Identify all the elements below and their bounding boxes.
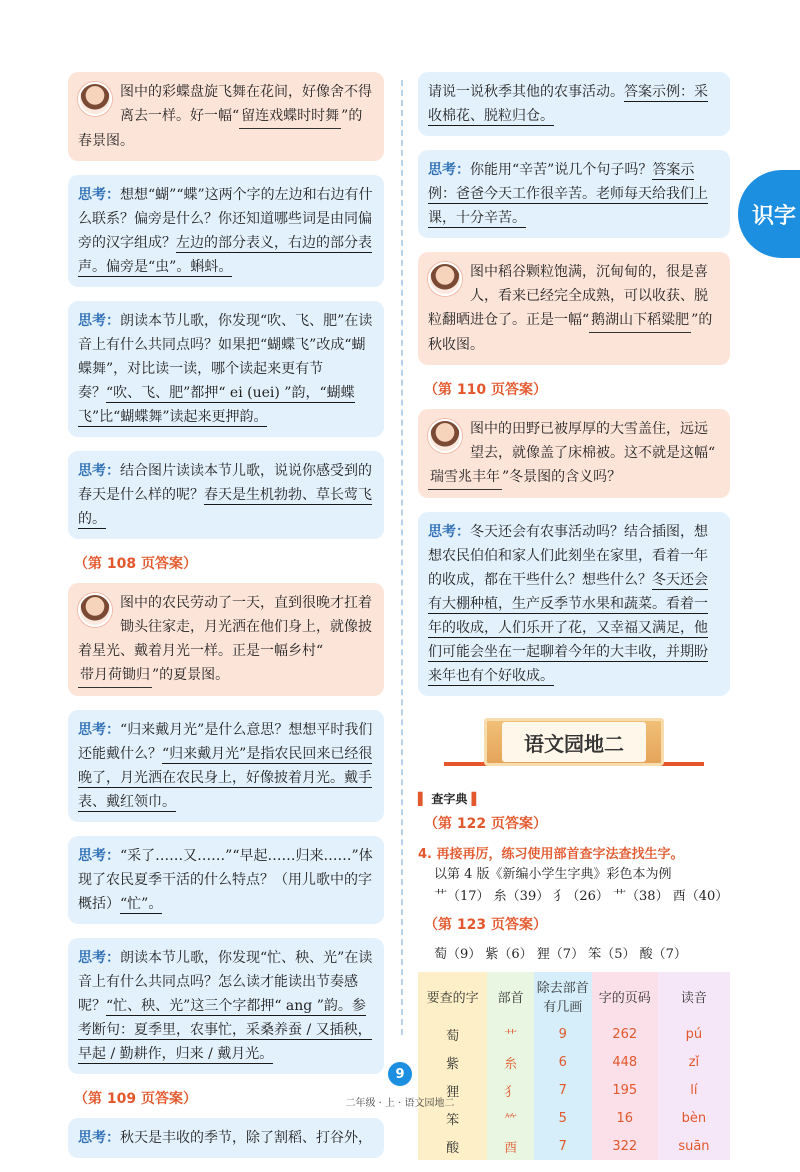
- table-header: 要查的字: [418, 972, 487, 1020]
- think-box: 思考：“归来戴月光”是什么意思？想想平时我们还能戴什么？“归来戴月光”是指农民回来已经很晚了，月光洒在农民身上，好像披着月光。戴手表、戴红领巾。: [68, 710, 384, 822]
- picture-note: 图中的田野已被厚厚的大雪盖住，远远望去，就像盖了床棉被。这不就是这幅“瑞雪兆丰年 ”冬景图的含义吗？: [418, 409, 730, 498]
- right-column: [418, 72, 730, 1160]
- marker-icon: ▌: [418, 792, 428, 806]
- radical-pages: 艹（17） 糸（39） 犭（26） 艹（38） 酉（40）: [434, 889, 729, 904]
- answer-text: “归来戴月光”是指农民回来已经很晚了，月光洒在农民身上，好像披着月光。戴手表、戴红领巾。: [78, 746, 373, 810]
- page-answer-heading: （第 122 页答案）: [424, 816, 547, 832]
- marker-icon: ▌: [471, 792, 481, 806]
- table-header: 字的页码: [592, 972, 658, 1020]
- exercise-title: 4. 再接再厉，练习使用部首查字法查找生字。: [418, 847, 684, 862]
- answer-text: “吹、飞、肥”都押“ ei (uei) ”韵，“蝴蝶飞”比“蝴蝶舞”读起来更押韵。: [78, 385, 355, 425]
- answer-text: 春天是生机勃勃、草长莺飞的。: [78, 487, 372, 527]
- lookup-table: [418, 972, 730, 1160]
- table-row: 狸 犭 7 195 lí: [418, 1076, 730, 1104]
- think-box: 思考：冬天还会有农事活动吗？结合插图，想想农民伯伯和家人们此刻坐在家里，看着一年的收成，都在干些什么？想些什么？冬天还会有大棚种植，生产反季节水果和蔬菜。看着一年的收成，人们乐开了花，又幸福又满足，他们可能会坐在一起聊着今年的大丰收，并期盼来年也有个好收成。: [418, 512, 730, 696]
- answer-text: “忙、秧、光”这三个字都押“ ang ”韵。参考断句：夏季里，农事忙，采桑养蚕 / 又插秧，早起 / 勤耕作，归来 / 戴月光。: [78, 998, 372, 1062]
- think-box: 思考：朗读本节儿歌，你发现“吹、飞、肥”在读音上有什么共同点吗？如果把“蝴蝶飞”改成“蝴蝶舞”，对比读一读，哪个读起来更有节奏？“吹、飞、肥”都押“ ei (uei) ”韵，“蝴蝶飞”比“蝴蝶舞”读起来更押韵。: [68, 301, 384, 437]
- think-box: 思考：秋天是丰收的季节，除了割稻、打谷外，: [68, 1118, 384, 1158]
- table-row: 萄 艹 9 262 pú: [418, 1020, 730, 1048]
- answer-text: 冬天还会有大棚种植，生产反季节水果和蔬菜。看着一年的收成，人们乐开了花，又幸福又满足，他们可能会坐在一起聊着今年的大丰收，并期盼来年也有个好收成。: [428, 572, 708, 684]
- think-box: 思考：“采了……又……”“早起……归来……”体现了农民夏季干活的什么特点？（用儿歌中的字概括）“忙”。: [68, 836, 384, 924]
- girl-avatar-icon: [428, 262, 462, 296]
- picture-note: 图中稻谷颗粒饱满，沉甸甸的，很是喜人，看来已经完全成熟，可以收获、脱粒翻晒进仓了。正是一幅“ 鹅湖山下稻粱肥 ”的秋收图。: [418, 252, 730, 365]
- table-row: 笨 ⺮ 5 16 bèn: [418, 1104, 730, 1132]
- page-answer-heading: （第 110 页答案）: [424, 382, 547, 398]
- page-answer-heading: （第 108 页答案）: [74, 556, 197, 572]
- think-box: 请说一说秋季其他的农事活动。答案示例：采收棉花、脱粒归仓。: [418, 72, 730, 136]
- page-answer-heading: （第 109 页答案）: [74, 1091, 197, 1107]
- section-tab[interactable]: 识字: [738, 170, 800, 258]
- think-box: 思考：朗读本节儿歌，你发现“忙、秧、光”在读音上有什么共同点吗？怎么读才能读出节奏感呢？“忙、秧、光”这三个字都押“ ang ”韵。参考断句：夏季里，农事忙，采桑养蚕 / 又插秧，早起 / 勤耕作，归来 / 戴月光。: [68, 938, 384, 1074]
- page-answer-heading: （第 123 页答案）: [424, 917, 547, 933]
- table-header: 除去部首有几画: [534, 972, 592, 1020]
- table-header: 读音: [658, 972, 730, 1020]
- character-strokes: 萄（9） 紫（6） 狸（7） 笨（5） 酸（7）: [434, 947, 687, 962]
- page-caption: 二年级 · 上 · 语文园地二: [345, 1098, 455, 1109]
- column-divider: [401, 80, 403, 1035]
- think-box: 思考：结合图片读读本节儿歌，说说你感受到的春天是什么样的呢？春天是生机勃勃、草长莺飞的。: [68, 451, 384, 539]
- picture-note: 图中的农民劳动了一天，直到很晚才扛着锄头往家走，月光洒在他们身上，就像披着星光、戴着月光一样。正是一幅乡村“带月荷锄归 ”的夏景图。: [68, 583, 384, 696]
- dictionary-note: 以第 4 版《新编小学生字典》彩色本为例: [434, 867, 672, 882]
- girl-avatar-icon: [78, 593, 112, 627]
- answer-text: 答案示例：采收棉花、脱粒归仓。: [428, 84, 708, 124]
- girl-avatar-icon: [78, 82, 112, 116]
- think-box: 思考：你能用“辛苦”说几个句子吗？答案示例：爸爸今天工作很辛苦。老师每天给我们上课，十分辛苦。: [418, 150, 730, 238]
- answer-blank: 带月荷锄归: [78, 663, 152, 688]
- table-header: 部首: [487, 972, 533, 1020]
- subsection-title: ▌ 查字典 ▌: [418, 792, 481, 806]
- answer-blank: 鹅湖山下稻粱肥: [589, 308, 691, 333]
- table-row: 紫 糸 6 448 zǐ: [418, 1048, 730, 1076]
- girl-avatar-icon: [428, 419, 462, 453]
- section-banner: [484, 718, 664, 766]
- picture-note: 图中的彩蝶盘旋飞舞在花间，好像舍不得离去一样。好一幅“ 留连戏蝶时时舞 ”的春景图。: [68, 72, 384, 161]
- table-row: 酸 酉 7 322 suān: [418, 1132, 730, 1160]
- answer-text: “忙”。: [120, 896, 163, 912]
- answer-text: 答案示例：爸爸今天工作很辛苦。老师每天给我们上课，十分辛苦。: [428, 162, 708, 226]
- answer-blank: 瑞雪兆丰年: [428, 465, 502, 490]
- answer-blank: 留连戏蝶时时舞: [239, 104, 341, 129]
- answer-text: 左边的部分表义，右边的部分表声。偏旁是“虫”。蝌蚪。: [78, 235, 372, 275]
- banner-title: 语文园地二: [502, 722, 646, 762]
- left-column: [68, 72, 384, 1172]
- page-number: 9: [388, 1062, 412, 1086]
- think-box: 思考：想想“蝴”“蝶”这两个字的左边和右边有什么联系？偏旁是什么？你还知道哪些词是由同偏旁的汉字组成？左边的部分表义，右边的部分表声。偏旁是“虫”。蝌蚪。: [68, 175, 384, 287]
